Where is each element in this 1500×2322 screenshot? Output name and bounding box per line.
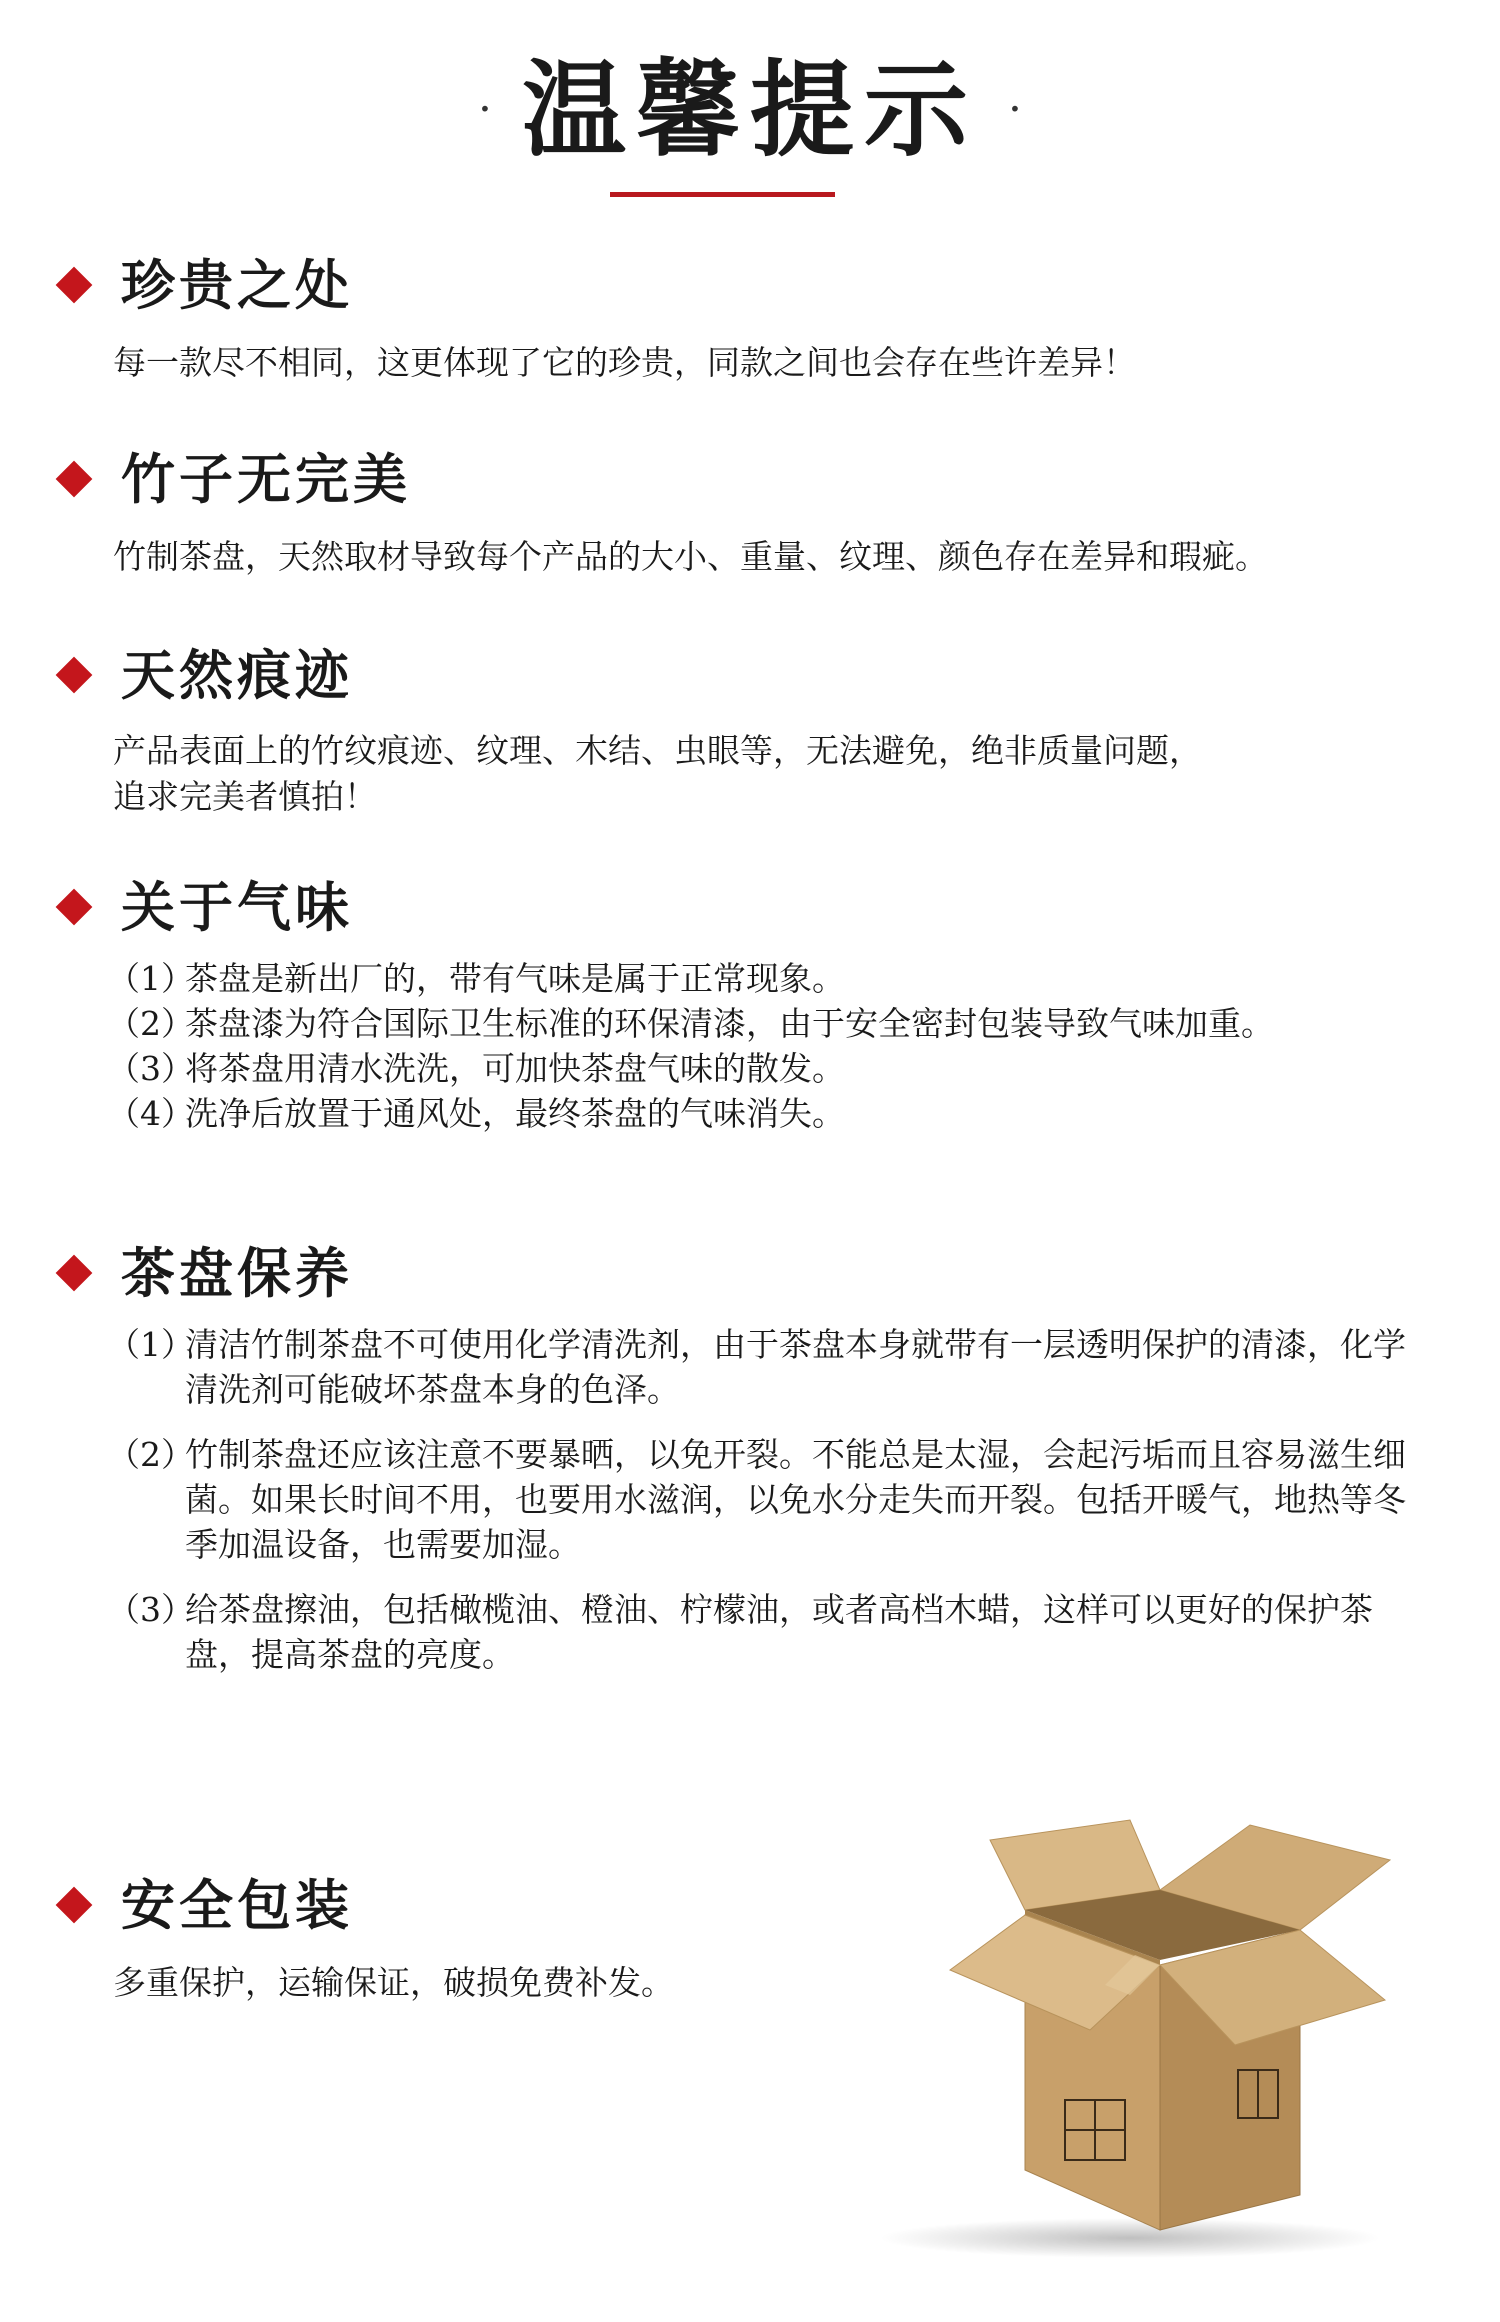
section-title: 茶盘保养 (121, 1241, 353, 1305)
section-text: 每一款尽不相同，这更体现了它的珍贵，同款之间也会存在些许差异！ (113, 343, 1136, 382)
odor-list (107, 956, 1475, 1136)
diamond-bullet-icon (56, 267, 93, 304)
list-item-number: （2） (107, 1435, 194, 1474)
title-dot-left: · (477, 84, 492, 135)
section-text-line-1: 产品表面上的竹纹痕迹、纹理、木结、虫眼等，无法避免，绝非质量问题， (113, 731, 1202, 770)
list-item-number: （2） (107, 1004, 194, 1043)
list-item-number: （1） (107, 959, 194, 998)
diamond-bullet-icon (56, 889, 93, 926)
list-item-number: （4） (107, 1094, 194, 1133)
section-odor (55, 872, 1475, 1136)
list-item (107, 1432, 1467, 1567)
list-item (107, 956, 1475, 1001)
section-text: 竹制茶盘，天然取材导致每个产品的大小、重量、纹理、颜色存在差异和瑕疵。 (113, 537, 1268, 576)
list-item-text: 洗净后放置于通风处，最终茶盘的气味消失。 (185, 1094, 845, 1133)
cardboard-box-icon (830, 1800, 1420, 2260)
section-title: 天然痕迹 (121, 643, 353, 707)
list-item-text: 茶盘是新出厂的，带有气味是属于正常现象。 (185, 959, 845, 998)
list-item-text: 清洁竹制茶盘不可使用化学清洗剂，由于茶盘本身就带有一层透明保护的清漆，化学清洗剂可能破坏茶盘本身的色泽。 (185, 1325, 1406, 1409)
diamond-bullet-icon (56, 461, 93, 498)
title-dot-right: · (1008, 84, 1022, 135)
cardboard-box-svg (830, 1800, 1420, 2260)
section-text-line-2: 追求完美者慎拍！ (113, 777, 377, 816)
list-item-number: （3） (107, 1049, 194, 1088)
section-imperfect-bamboo (55, 444, 1475, 580)
list-item (107, 1322, 1467, 1412)
list-item-text: 给茶盘擦油，包括橄榄油、橙油、柠檬油，或者高档木蜡，这样可以更好的保护茶盘，提高茶盘的亮度。 (185, 1590, 1373, 1674)
page-title: 温馨提示 (521, 48, 978, 171)
list-item (107, 1001, 1475, 1046)
section-title: 珍贵之处 (121, 253, 353, 317)
list-item-number: （3） (107, 1590, 194, 1629)
list-item (107, 1046, 1475, 1091)
list-item-text: 茶盘漆为符合国际卫生标准的环保清漆，由于安全密封包装导致气味加重。 (185, 1004, 1274, 1043)
page-header (0, 48, 1500, 171)
diamond-bullet-icon (56, 657, 93, 694)
section-title: 安全包装 (121, 1873, 353, 1937)
list-item (107, 1587, 1467, 1677)
diamond-bullet-icon (56, 1887, 93, 1924)
list-item-text: 将茶盘用清水洗洗，可加快茶盘气味的散发。 (185, 1049, 845, 1088)
section-safe-packaging (55, 1870, 815, 2006)
section-title: 关于气味 (121, 875, 353, 939)
list-item-text: 竹制茶盘还应该注意不要暴晒，以免开裂。不能总是太湿，会起污垢而且容易滋生细菌。如果长时间不用，也要用水滋润，以免水分走失而开裂。包括开暖气，地热等冬季加温设备，也需要加湿。 (185, 1435, 1406, 1564)
maintenance-list (107, 1322, 1467, 1677)
list-item-number: （1） (107, 1325, 194, 1364)
diamond-bullet-icon (56, 1255, 93, 1292)
section-maintenance (55, 1238, 1475, 1677)
section-natural-marks (55, 640, 1475, 820)
title-underline (610, 192, 835, 197)
section-text: 多重保护，运输保证，破损免费补发。 (113, 1963, 674, 2002)
list-item (107, 1091, 1475, 1136)
section-title: 竹子无完美 (121, 447, 411, 511)
section-precious (55, 250, 1475, 386)
